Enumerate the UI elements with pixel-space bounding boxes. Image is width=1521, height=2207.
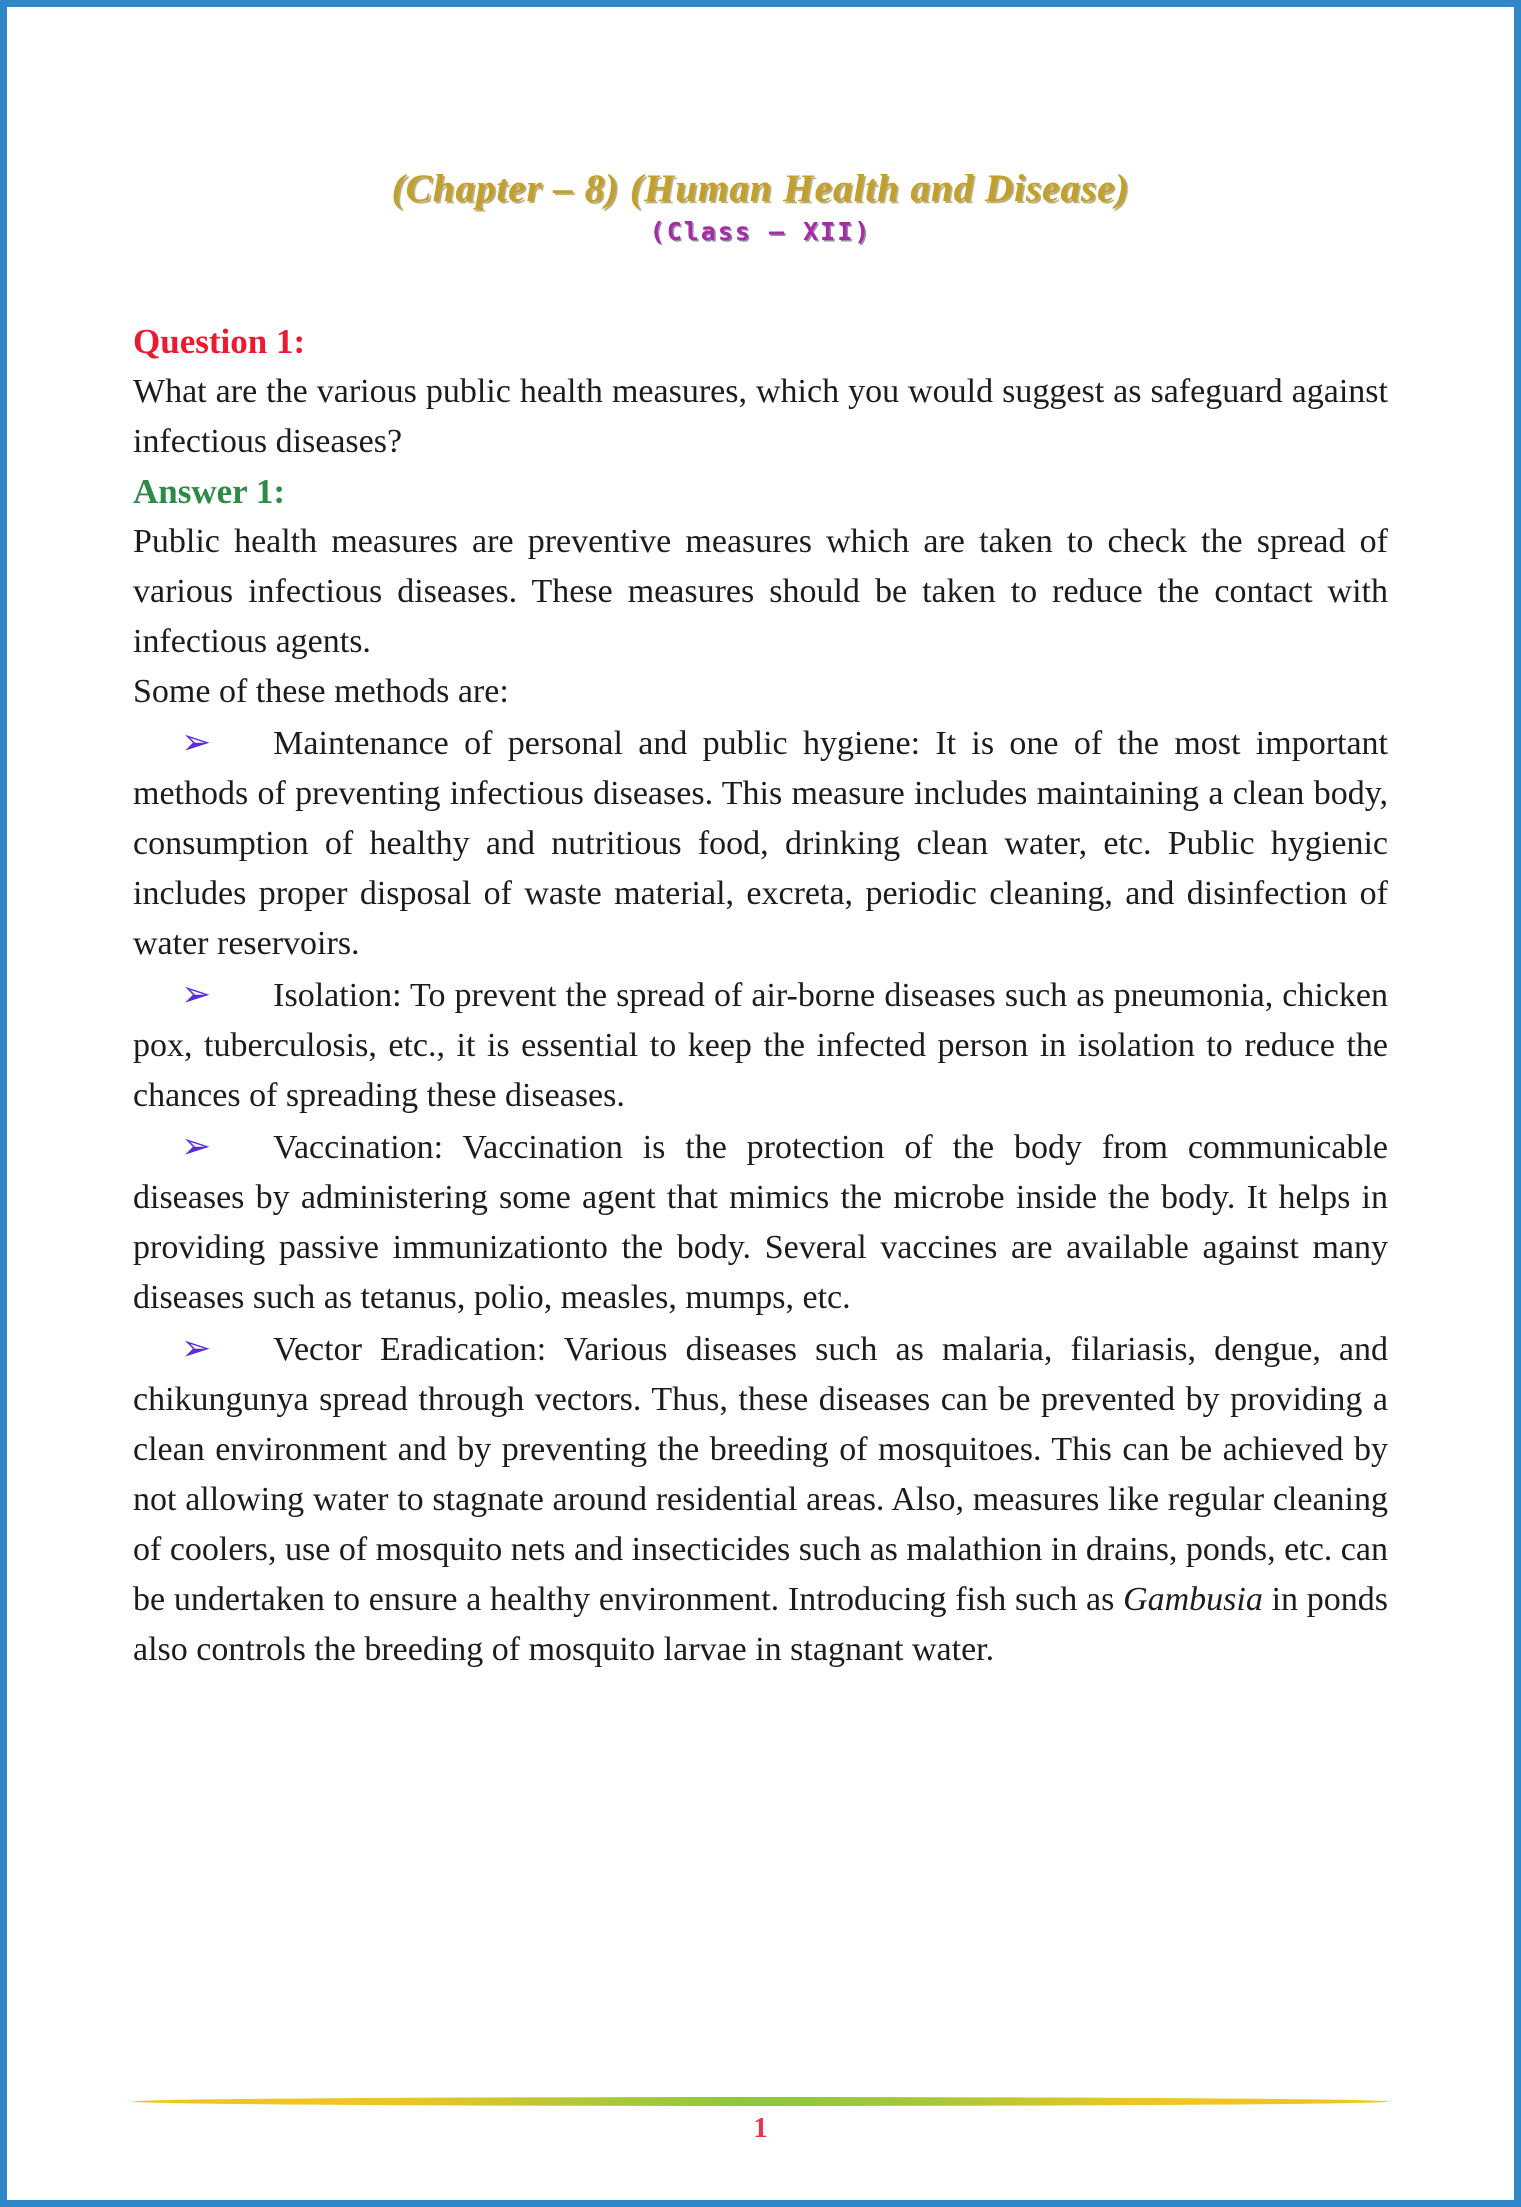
- question-text: What are the various public health measures, which you would suggest as safeguard against infectious diseases?: [133, 373, 1388, 460]
- class-subtitle: (Class – XII): [649, 217, 872, 246]
- chapter-title: (Chapter – 8) (Human Health and Disease): [391, 167, 1130, 210]
- page-number: 1: [753, 2112, 768, 2144]
- document-header: [7, 7, 1514, 247]
- bullet-paragraph-vector-eradication: [133, 1323, 1388, 1675]
- arrow-bullet-icon: ➢: [181, 1126, 212, 1166]
- bullet-text: Isolation: To prevent the spread of air-borne diseases such as pneumonia, chicken pox, tuberculosis, etc., it is essential to keep the infected person in isolation to reduce the chances of spreading these diseases.: [133, 977, 1388, 1114]
- bullet-paragraph-isolation: [133, 969, 1388, 1121]
- answer-intro: Public health measures are preventive measures which are taken to check the spread of various infectious diseases. These measures should be taken to reduce the contact with infectious agents.: [133, 523, 1388, 660]
- document-body: [7, 317, 1514, 1675]
- bullet-text: Vaccination: Vaccination is the protection of the body from communicable diseases by administering some agent that mimics the microbe inside the body. It helps in providing passive immunizationto the body. Several vaccines are available against many diseases such as tetanus, polio, measles, mumps, etc.: [133, 1129, 1388, 1316]
- footer-divider-line: [133, 2097, 1388, 2106]
- bullet-text: in ponds also controls the breeding of mosquito larvae in stagnant water.: [133, 1581, 1389, 1668]
- question-label: Question 1:: [133, 322, 306, 361]
- bullet-text: Vector Eradication: Various diseases such as malaria, filariasis, dengue, and chikungunya spread through vectors. Thus, these diseases can be prevented by providing a clean environment and by preventing the breeding of mosquitoes. This can be achieved by not allowing water to stagnate around residential areas. Also, measures like regular cleaning of coolers, use of mosquito nets and insecticides such as malathion in drains, ponds, etc. can be undertaken to ensure a healthy environment. Introducing fish such as: [133, 1331, 1388, 1618]
- methods-lead: Some of these methods are:: [133, 673, 509, 710]
- bullet-paragraph-vaccination: [133, 1121, 1388, 1323]
- arrow-bullet-icon: ➢: [181, 722, 212, 762]
- bullet-text: Maintenance of personal and public hygiene: It is one of the most important methods of preventing infectious diseases. This measure includes maintaining a clean body, consumption of healthy and nutritious food, drinking clean water, etc. Public hygienic includes proper disposal of waste material, excreta, periodic cleaning, and disinfection of water reservoirs.: [133, 725, 1388, 962]
- bullet-paragraph-hygiene: [133, 717, 1388, 969]
- page-footer: [133, 2097, 1388, 2143]
- answer-label: Answer 1:: [133, 472, 285, 511]
- arrow-bullet-icon: ➢: [181, 1328, 212, 1368]
- arrow-bullet-icon: ➢: [181, 974, 212, 1014]
- species-name-italic: Gambusia: [1123, 1581, 1263, 1618]
